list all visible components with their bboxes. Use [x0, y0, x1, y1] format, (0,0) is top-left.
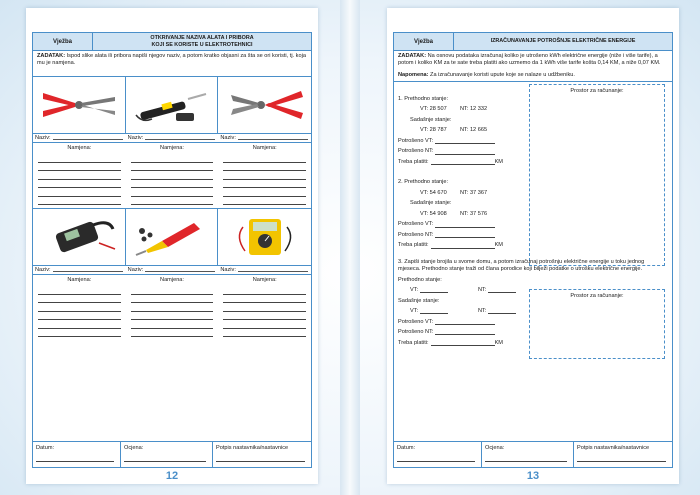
- page-number-left: 12: [165, 470, 179, 482]
- note-text: Za izračunavanje koristi upute koje se nalaze u udžbeniku.: [428, 72, 575, 78]
- left-worksheet: [32, 32, 312, 468]
- naziv-row-2: [33, 266, 311, 275]
- exercise-tag: Vježba: [394, 33, 454, 50]
- right-page: [387, 8, 679, 484]
- right-header: [394, 33, 672, 51]
- left-title-line2: KOJI SE KORISTE U ELEKTROTEHNICI: [151, 41, 253, 48]
- left-task: [33, 51, 311, 77]
- left-header: [33, 33, 311, 51]
- item2-cur-nt: NT: 37 576: [460, 210, 488, 217]
- namjena-row-2: [33, 275, 311, 340]
- page-number-right: 13: [526, 470, 540, 482]
- right-body: [394, 82, 672, 352]
- item1-heading: 1. Prethodno stanje:: [398, 95, 449, 102]
- datum-field[interactable]: Datum:: [33, 442, 121, 467]
- item2-cur-vt: VT: 54 908: [420, 210, 447, 217]
- item3-treba-platiti[interactable]: Treba platiti: KM: [398, 339, 503, 346]
- task-text: Na osnovu podataka izračunaj koliko je utrošeno kWh električne energije (niže i više tarife), a potom i koliko KM za te sate treba platiti ako uzmemo da 1 kWh više tarife košta 0,14 KM, a niže 0,07 KM.: [398, 53, 661, 66]
- right-footer: [394, 441, 672, 467]
- ocjena-field[interactable]: Ocjena:: [482, 442, 574, 467]
- item3-cur-nt[interactable]: NT:: [478, 308, 516, 315]
- book-spine: [340, 0, 360, 495]
- potpis-field[interactable]: Potpis nastavnika/nastavnice: [213, 442, 311, 467]
- item1-potroseno-vt[interactable]: Potrošeno VT:: [398, 136, 668, 147]
- item3-prev-nt[interactable]: NT:: [478, 287, 516, 294]
- calc-area-1[interactable]: Prostor za računanje:: [529, 84, 665, 266]
- namjena-field-5[interactable]: Namjena:: [126, 275, 219, 340]
- naziv-field-6[interactable]: Naziv:: [218, 266, 311, 274]
- task-text: Ispod slike alata ili pribora napiši njegov naziv, a potom kratko objasni za šta se ori koristi, tj. koja mu je namjena.: [37, 53, 306, 66]
- right-worksheet: [393, 32, 673, 468]
- screwdriver-icon: [126, 209, 219, 265]
- namjena-field-3[interactable]: Namjena:: [218, 143, 311, 208]
- item3-cur-vt[interactable]: VT:: [410, 308, 478, 315]
- namjena-field-1[interactable]: Namjena:: [33, 143, 126, 208]
- clamp-meter-icon: [33, 209, 126, 265]
- potpis-field[interactable]: Potpis nastavnika/nastavnice: [574, 442, 672, 467]
- item1-prev-vt: VT: 28 507: [420, 106, 447, 113]
- item3-potroseno-vt[interactable]: Potrošeno VT:: [398, 317, 668, 328]
- ocjena-field[interactable]: Ocjena:: [121, 442, 213, 467]
- item1-potroseno-nt[interactable]: Potrošeno NT:: [398, 147, 668, 158]
- left-title: [93, 33, 311, 50]
- left-page: [26, 8, 318, 484]
- task-label: ZADATAK:: [37, 53, 66, 59]
- namjena-field-6[interactable]: Namjena:: [218, 275, 311, 340]
- calc-area-2[interactable]: Prostor za računanje:: [529, 289, 665, 359]
- note: [394, 69, 672, 82]
- item2-heading: 2. Prethodno stanje:: [398, 179, 449, 186]
- item3-prev-vt[interactable]: VT:: [410, 287, 478, 294]
- naziv-field-2[interactable]: Naziv:: [126, 134, 219, 142]
- exercise-tag: Vježba: [33, 33, 93, 50]
- wire-stripper-icon: [33, 77, 126, 133]
- item2-current-label: Sadašnje stanje:: [410, 200, 452, 207]
- item1-treba-platiti[interactable]: Treba platiti: KM: [398, 158, 503, 165]
- item3-potroseno-nt[interactable]: Potrošeno NT:: [398, 327, 668, 338]
- namjena-field-4[interactable]: Namjena:: [33, 275, 126, 340]
- naziv-row-1: [33, 134, 311, 143]
- item-3: [398, 251, 668, 348]
- namjena-field-2[interactable]: Namjena:: [126, 143, 219, 208]
- item2-prev-nt: NT: 37 367: [460, 189, 488, 196]
- item2-potroseno-nt[interactable]: Potrošeno NT:: [398, 230, 668, 241]
- item3-prev-label: Prethodno stanje:: [398, 276, 442, 283]
- naziv-field-4[interactable]: Naziv:: [33, 266, 126, 274]
- left-footer: [33, 441, 311, 467]
- item1-current-label: Sadašnje stanje:: [410, 116, 452, 123]
- item2-potroseno-vt[interactable]: Potrošeno VT:: [398, 220, 668, 231]
- namjena-row-1: [33, 143, 311, 209]
- tools-row-1: [33, 77, 311, 134]
- soldering-iron-icon: [126, 77, 219, 133]
- pliers-icon: [218, 77, 311, 133]
- item3-current-label: Sadašnje stanje:: [398, 297, 440, 304]
- item2-treba-platiti[interactable]: Treba platiti: KM: [398, 242, 503, 249]
- item2-prev-vt: VT: 54 670: [420, 189, 447, 196]
- datum-field[interactable]: Datum:: [394, 442, 482, 467]
- naziv-field-1[interactable]: Naziv:: [33, 134, 126, 142]
- naziv-field-5[interactable]: Naziv:: [126, 266, 219, 274]
- tools-row-2: [33, 209, 311, 266]
- item3-text: 3. Zapiši stanje brojila u svome domu, a potom izračunaj potrošnju električne energije u toku jednog mjeseca. Prethodno stanje traži od člana porodice koji bilježi podatke o utrošku električne energije.: [398, 259, 645, 272]
- multimeter-icon: [218, 209, 311, 265]
- item1-cur-vt: VT: 28 787: [420, 127, 447, 134]
- left-title-line1: OTKRIVANJE NAZIVA ALATA I PRIBORA: [150, 35, 254, 41]
- item1-prev-nt: NT: 12 332: [460, 106, 488, 113]
- task-label: ZADATAK:: [398, 53, 427, 59]
- note-label: Napomena:: [398, 72, 429, 78]
- naziv-field-3[interactable]: Naziv:: [218, 134, 311, 142]
- right-task: [394, 51, 672, 69]
- item1-cur-nt: NT: 12 665: [460, 127, 488, 134]
- right-title: IZRAČUNAVANJE POTROŠNJE ELEKTRIČNE ENERGIJE: [490, 38, 636, 45]
